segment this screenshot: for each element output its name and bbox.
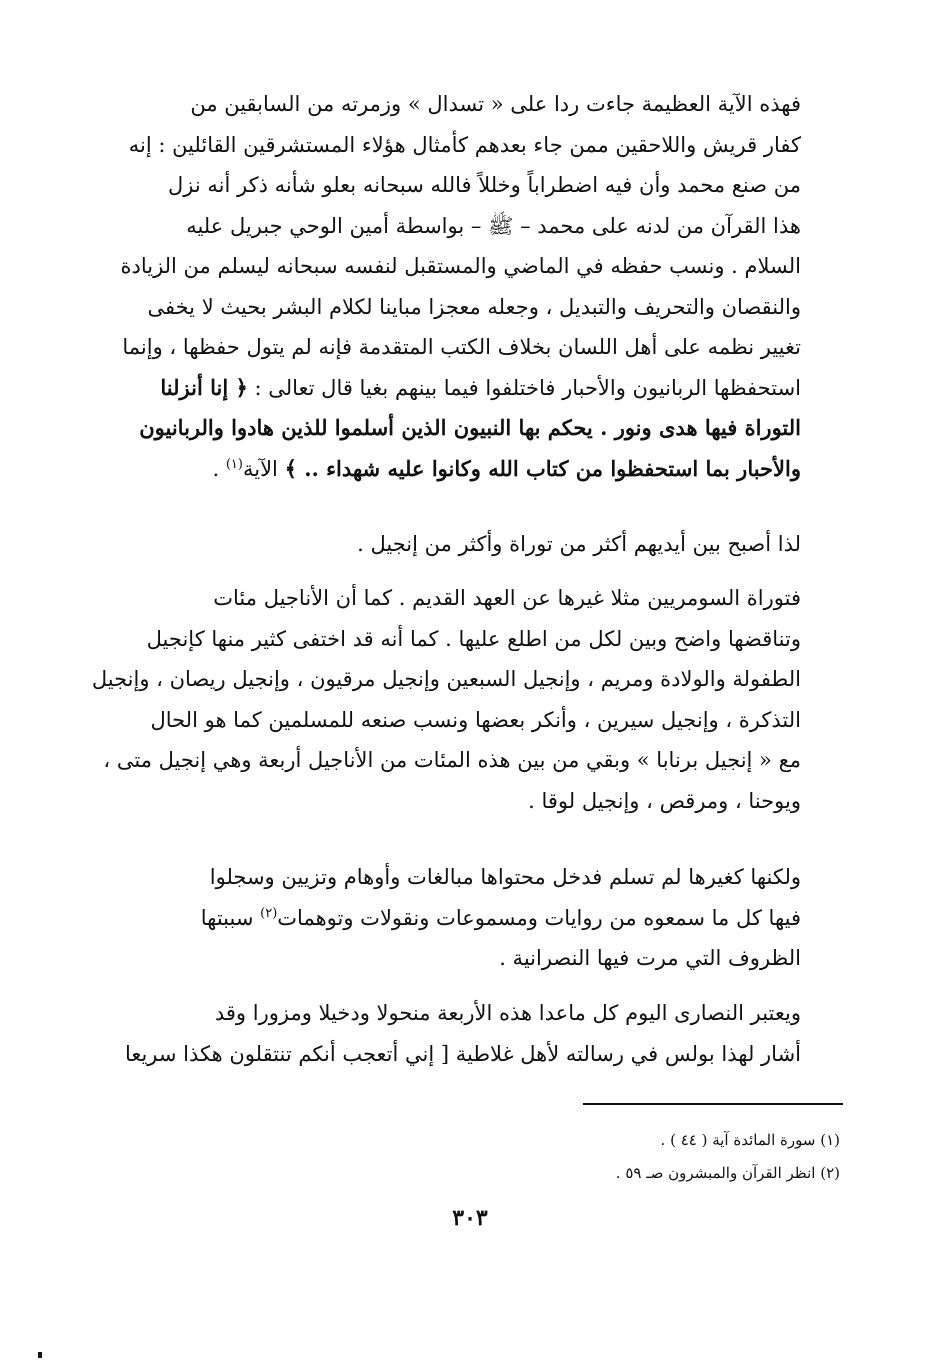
text-line: هذا القرآن من لدنه على محمد – ﷺ – بواسطة أمين الوحي جبريل عليه bbox=[186, 213, 801, 238]
line-text: استحفظها الربانيون والأحبار فاختلفوا فيما بينهم بغيا قال تعالى : bbox=[254, 375, 801, 400]
text-line: من صنع محمد وأن فيه اضطراباً وخللاً فالله سبحانه بعلو شأنه ذكر أنه نزل bbox=[168, 173, 801, 197]
verse-quote: والأحبار بما استحفظوا من كتاب الله وكانوا عليه شهداء .. ﴾ bbox=[284, 455, 801, 481]
text-line: الطفولة والولادة ومريم ، وإنجيل السبعين وإنجيل مرقيون ، وإنجيل ريصان ، وإنجيل bbox=[91, 667, 801, 691]
footnotes bbox=[500, 1124, 840, 1190]
text-line bbox=[148, 449, 841, 490]
paragraph-body bbox=[120, 84, 841, 489]
text-line bbox=[148, 898, 841, 939]
verse-quote: التوراة فيها هدى ونور . يحكم بها النبيون الذين أسلموا للذين هادوا والربانيون bbox=[139, 415, 801, 440]
text-line: ويوحنا ، ومرقص ، وإنجيل لوقا . bbox=[528, 788, 801, 813]
text-line: فتوراة السومريين مثلا غيرها عن العهد القديم . كما أن الأناجيل مئات bbox=[213, 586, 801, 610]
line-text: سببتها bbox=[200, 905, 261, 930]
text-line: التذكرة ، وإنجيل سيرين ، وأنكر بعضها ونسب صنعه للمسلمين كما هو الحال bbox=[150, 707, 801, 732]
paragraph-quran-verse bbox=[120, 84, 841, 489]
text-line: لذا أصبح بين أيديهم أكثر من توراة وأكثر من إنجيل . bbox=[357, 532, 801, 556]
text-line: فهذه الآية العظيمة جاءت ردا على « تسدال » وزمرته من السابقين من bbox=[190, 92, 801, 116]
footnote-1: (١) سورة المائدة آية ( ٤٤ ) . bbox=[660, 1131, 840, 1149]
text-line: والنقصان والتحريف والتبديل ، وجعله معجزا مباينا لكلام البشر بحيث لا يخفى bbox=[147, 294, 801, 319]
verse-quote: ﴿ إنا أنزلنا bbox=[160, 374, 248, 400]
text-line: كفار قريش واللاحقين ممن جاء بعدهم كأمثال هؤلاء المستشرقين القائلين : إنه bbox=[128, 132, 801, 157]
text-line: تغيير نظمه على أهل اللسان بخلاف الكتب المتقدمة فإنه لم يتول حفظها ، وإنما bbox=[122, 335, 801, 359]
footnote-2: (٢) انظر القرآن والمبشرون صـ ٥٩ . bbox=[615, 1164, 840, 1182]
page-number: ٣٠٣ bbox=[452, 1205, 488, 1231]
scan-artifact bbox=[38, 1352, 42, 1358]
paragraph-body bbox=[124, 993, 841, 1074]
footnote-marker: (١) bbox=[225, 456, 243, 472]
paragraph-torah-gospel bbox=[148, 524, 841, 565]
text-line: مع « إنجيل برنابا » وبقي من بين هذه المئات من الأناجيل أربعة وهي إنجيل متى ، bbox=[103, 748, 801, 772]
line-text: الآية bbox=[242, 456, 278, 481]
paragraph-exaggerations bbox=[148, 857, 841, 979]
text-line: أشار لهذا بولس في رسالته لأهل غلاطية [ إني أتعجب أنكم تنتقلون هكذا سريعا bbox=[124, 1041, 801, 1066]
paragraph-body bbox=[148, 524, 841, 565]
paragraph-body bbox=[91, 578, 841, 821]
paragraph-paul bbox=[124, 993, 841, 1074]
line-text: فيها كل ما سمعوه من روايات ومسموعات ونقولات وتوهمات bbox=[277, 905, 801, 930]
line-text: . bbox=[212, 456, 226, 481]
footnote-marker: (٢) bbox=[260, 905, 278, 921]
text-line: الظروف التي مرت فيها النصرانية . bbox=[499, 946, 801, 970]
text-line: السلام . ونسب حفظه في الماضي والمستقبل لنفسه سبحانه ليسلم من الزيادة bbox=[120, 254, 801, 278]
footnote-divider bbox=[583, 1103, 843, 1105]
text-line: ويعتبر النصارى اليوم كل ماعدا هذه الأربعة منحولا ودخيلا ومزورا وقد bbox=[214, 1001, 801, 1025]
paragraph-gospels bbox=[91, 578, 841, 821]
paragraph-body bbox=[148, 857, 841, 979]
text-line: وتناقضها واضح وبين لكل من اطلع عليها . كما أنه قد اختفى كثير منها كإنجيل bbox=[146, 626, 801, 651]
text-line: ولكنها كغيرها لم تسلم فدخل محتواها مبالغات وأوهام وتزيين وسجلوا bbox=[209, 865, 801, 889]
text-line bbox=[148, 368, 841, 409]
